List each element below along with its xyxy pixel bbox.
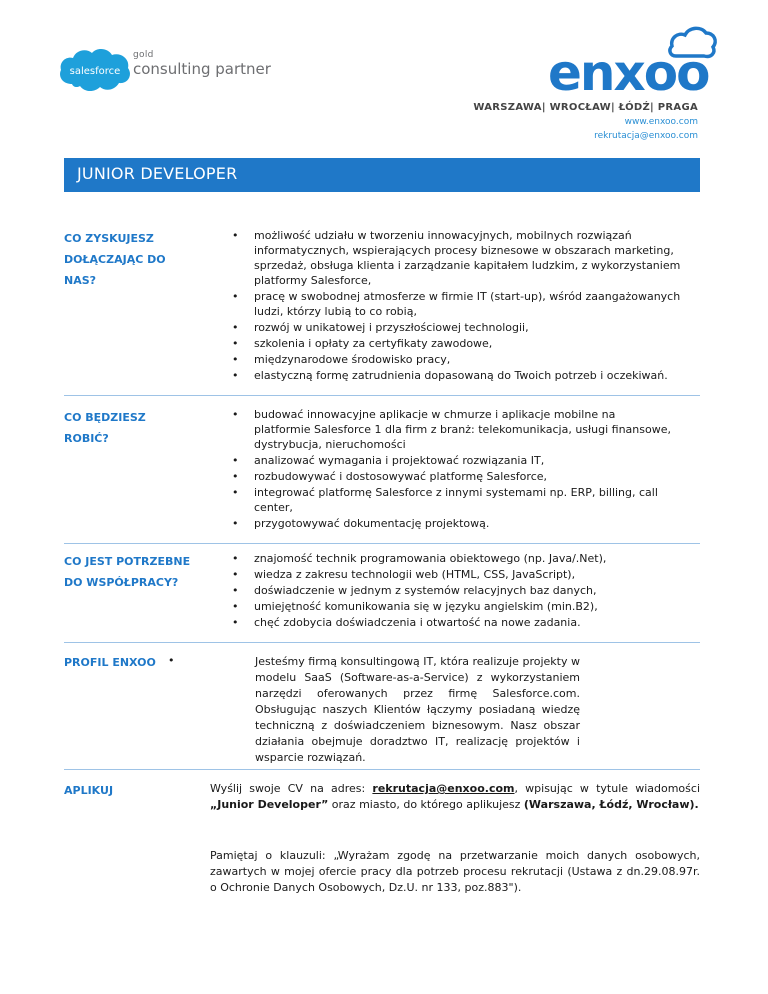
partner-tier: gold: [133, 50, 154, 60]
enxoo-logo: [548, 22, 718, 98]
list-item: • integrować platformę Salesforce z innymi systemami np. ERP, billing, call center,: [232, 485, 672, 515]
title-bar: [64, 158, 700, 192]
section-label: CO JEST POTRZEBNE DO WSPÓŁPRACY?: [64, 555, 191, 589]
list-item: • doświadczenie w jednym z systemów relacyjnych baz danych,: [232, 583, 700, 598]
section-label: CO BĘDZIESZ ROBIĆ?: [64, 411, 146, 445]
section-label: APLIKUJ: [64, 784, 114, 797]
divider: [64, 769, 700, 770]
list-item: • wiedza z zakresu technologii web (HTML, CSS, JavaScript),: [232, 567, 700, 582]
section-label: PROFIL ENXOO: [64, 656, 156, 669]
section-label: CO ZYSKUJESZ DOŁĄCZAJĄC DO NAS?: [64, 232, 166, 287]
apply-job-title: „Junior Developer”: [210, 798, 329, 811]
list-item: • szkolenia i opłaty za certyfikaty zawodowe,: [232, 336, 700, 351]
list-item: • znajomość technik programowania obiektowego (np. Java/.Net),: [232, 551, 700, 566]
list-item: • pracę w swobodnej atmosferze w firmie IT (start-up), wśród zaangażowanych ludzi, którzy lubią to co robią,: [232, 289, 700, 319]
apply-text-part: oraz miasto, do którego aplikujesz: [328, 798, 524, 811]
list-item: • analizować wymagania i projektować rozwiązania IT,: [232, 453, 672, 468]
divider: [64, 395, 700, 396]
apply-cities: (Warszawa, Łódź, Wrocław).: [523, 798, 699, 811]
salesforce-logo: [58, 44, 132, 98]
list-item: • chęć zdobycia doświadczenia i otwartość na nowe zadania.: [232, 615, 700, 630]
list-item: • elastyczną formę zatrudnienia dopasowaną do Twoich potrzeb i oczekiwań.: [232, 368, 700, 383]
list-item: • międzynarodowe środowisko pracy,: [232, 352, 700, 367]
apply-email-link[interactable]: rekrutacja@enxoo.com: [372, 782, 515, 795]
enxoo-wordmark: enxoo: [548, 44, 709, 98]
website-link[interactable]: www.enxoo.com: [624, 117, 698, 127]
office-cities: WARSZAWA| WROCŁAW| ŁÓDŹ| PRAGA: [473, 102, 698, 113]
consent-clause: Pamiętaj o klauzuli: „Wyrażam zgodę na przetwarzanie moich danych osobowych, zawartych w mojej ofercie pracy dla potrzeb procesu rekrutacji (Ustawa z dn.29.08.97r. o Ochronie Danych Osobowych, Dz.U. nr 133, poz.883").: [210, 849, 700, 894]
list-item: • budować innowacyjne aplikacje w chmurze i aplikacje mobilne na platformie Salesforce 1 dla firm z branż: telekomunikacja, usługi finansowe, dystrybucja, nieruchomości: [232, 407, 672, 452]
list-item: • umiejętność komunikowania się w języku angielskim (min.B2),: [232, 599, 700, 614]
divider: [64, 642, 700, 643]
list-item: • przygotowywać dokumentację projektową.: [232, 516, 672, 531]
job-title: JUNIOR DEVELOPER: [77, 164, 238, 183]
apply-text-part: , wpisując w tytule wiadomości: [514, 782, 700, 795]
list-item: • rozbudowywać i dostosowywać platformę Salesforce,: [232, 469, 672, 484]
email-link[interactable]: rekrutacja@enxoo.com: [594, 131, 698, 141]
apply-paragraph: [210, 781, 700, 813]
bullet-marker: •: [168, 654, 175, 667]
profile-text: Jesteśmy firmą konsultingową IT, która realizuje projekty w modelu SaaS (Software-as-a-Service) z wykorzystaniem narzędzi oferowanych przez firmę Salesforce.com. Obsługując naszych Klientów łączymy posiadaną wiedzę techniczną z doświadczeniem biznesowym. Nasz obszar działania obejmuje doradztwo IT, realizację projektów i wsparcie rozwiązań.: [255, 655, 580, 764]
list-item: • rozwój w unikatowej i przyszłościowej technologii,: [232, 320, 700, 335]
requirements-list: [232, 551, 700, 631]
list-item: • możliwość udziału w tworzeniu innowacyjnych, mobilnych rozwiązań informatycznych, wspierających procesy biznesowe w obszarach marketing, sprzedaż, obsługa klienta i zarządzanie kapitałem ludzkim, z wykorzystaniem platformy Salesforce,: [232, 228, 700, 288]
contact-block: [473, 101, 698, 143]
duties-list: [232, 407, 672, 532]
divider: [64, 543, 700, 544]
salesforce-wordmark: salesforce: [69, 66, 121, 77]
partner-label: consulting partner: [133, 60, 271, 78]
benefits-list: [232, 228, 700, 384]
apply-text-part: Wyślij swoje CV na adres:: [210, 782, 373, 795]
